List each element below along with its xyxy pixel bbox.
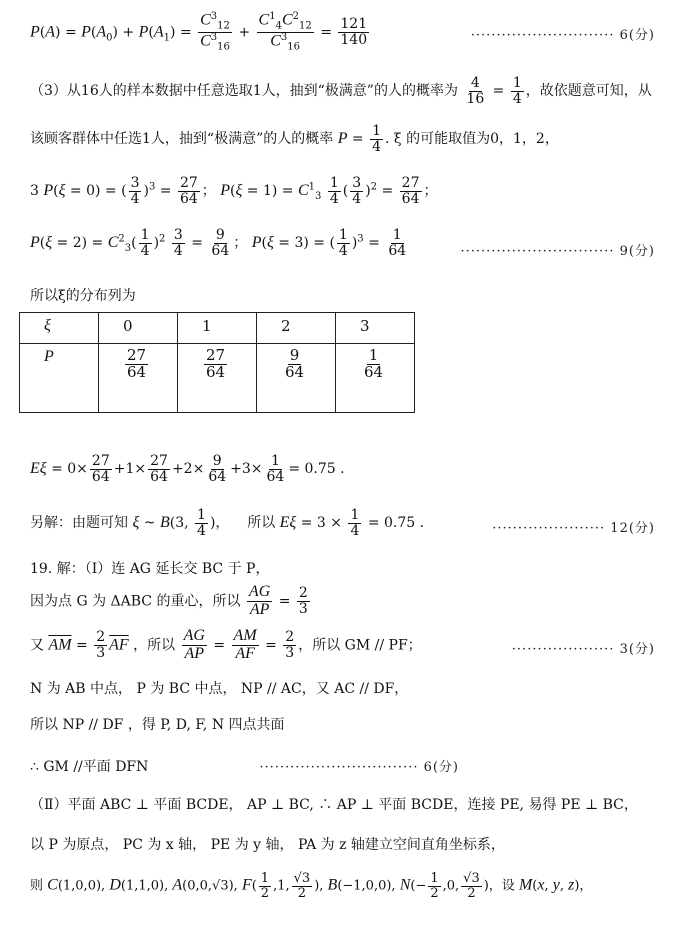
coordinates: 则 C(1,0,0), D(1,1,0), A(0,0,√3), F( $\frac{1}{2}$ ,1, $\frac{√3}{2}$ ), B(−1,0,0), N(− $\frac{1}{2}$ ,0, $\frac{√3}{2}$ )，设 M(x, y, z)， [30, 871, 593, 901]
table-cell-0: $\frac{27}{64}$ [99, 344, 178, 413]
score-6-a: ···························· 6(分) [470, 28, 655, 43]
midpoints: N 为 AB 中点， P 为 BC 中点， NP // AC，又 AC // DF， [30, 681, 409, 697]
part3-text: （3）从16人的样本数据中任意选取1人，抽到“极满意”的人的概率为 $\frac{4}{16}$ = $\frac{1}{4}$ ，故依题意可知，从 [30, 75, 652, 107]
table-header-0: 0 [99, 313, 178, 344]
parallel-gm-pf: 又 $\overline{AM}$ = $\frac{2}{3}$ $\overline{AF}$ ，所以 $\frac{AG}{AP}$ = $\frac{AM}{AF}$ = $\frac{2}{3}$ ，所以 GM // PF； [30, 627, 422, 662]
q19-intro: 19. 解：（Ⅰ）连 AG 延长交 BC 于 P， [30, 561, 270, 577]
coordinate-system: 以 P 为原点， PC 为 x 轴， PE 为 y 轴， PA 为 z 轴建立空间直角坐标系， [30, 837, 505, 853]
prob-xi-2-3: $P(\xi = 2) = C^2_3$( $\frac{1}{4}$ )$^2$ $\frac{3}{4}$ = $\frac{9}{64}$ ； P(ξ = 3) = ( $\frac{1}{4}$ )$^3$ = $\frac{1}{64}$ [30, 227, 407, 259]
score-9: ······························ 9(分) [460, 244, 655, 259]
table-header-1: 1 [178, 313, 257, 344]
table-cell-2: $\frac{9}{64}$ [257, 344, 336, 413]
table-cell-1: $\frac{27}{64}$ [178, 344, 257, 413]
table-cell-3: $\frac{1}{64}$ [336, 344, 415, 413]
expectation: Eξ = 0× $\frac{27}{64}$ +1× $\frac{27}{64}$ +2× $\frac{9}{64}$ +3× $\frac{1}{64}$ = 0.75 . [30, 453, 345, 485]
score-6-b: ······························· 6(分) [259, 760, 459, 775]
table-header-2: 2 [257, 313, 336, 344]
table-row-label: P [20, 344, 99, 413]
table-header-3: 3 [336, 313, 415, 344]
alternative-solution: 另解：由题可知 ξ ~ B(3, $\frac{1}{4}$ )， 所以 Eξ = 3 × $\frac{1}{4}$ = 0.75 . [30, 507, 425, 539]
equation-pa: $P(A) = P(A_0) + P(A_1)$ = $\frac{C^3_{12}}{C^3_{16}}$ + $\frac{C^1_4C^2_{12}}{C^3_{16}}$ = $\frac{121}{140}$ [30, 11, 368, 53]
distribution-caption: 所以ξ的分布列为 [30, 288, 136, 304]
table-header-xi: ξ [20, 313, 99, 344]
coplanar: 所以 NP // DF ，得 P, D, F, N 四点共面 [30, 717, 285, 733]
part2-setup: （Ⅱ）平面 ABC ⊥ 平面 BCDE， AP ⊥ BC, ∴ AP ⊥ 平面 BCDE，连接 PE, 易得 PE ⊥ BC， [30, 797, 638, 813]
conclusion-gm-parallel: ∴ GM //平面 DFN [30, 759, 149, 775]
prob-xi-0-1: 3 P(ξ = 0) = ( $\frac{3}{4}$ )$^3$ = $\frac{27}{64}$ ； $P(\xi = 1) = C^1_3$ $\frac{1}{4}$ ( $\frac{3}{4}$ )$^2$ = $\frac{27}{64}$ ； [30, 175, 438, 207]
centroid-ratio: 因为点 G 为 ΔABC 的重心，所以 $\frac{AG}{AP}$ = $\frac{2}{3}$ [30, 583, 308, 618]
score-12: ······················ 12(分) [492, 521, 655, 536]
score-3: ···················· 3(分) [511, 642, 655, 657]
distribution-table [19, 312, 415, 413]
population-prob: 该顾客群体中任选1人，抽到“极满意”的人的概率 P = $\frac{1}{4}$ . ξ 的可能取值为0，1，2， [30, 123, 559, 155]
